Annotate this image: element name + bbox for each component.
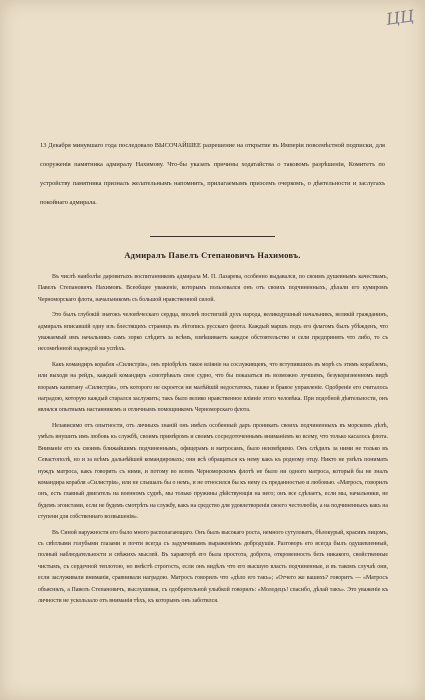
intro-text [40, 136, 385, 212]
body-paragraph: Въ числѣ наиболѣе даровитыхъ воспитанниковъ адмирала М. П. Лазарева, особенно выдавался, по своимъ душевнымъ качествамъ, Павелъ Степановичъ Нахимовъ. Всеобщее уваженіе, которымъ пользовался онъ отъ своихъ подчиненныхъ, дѣлали его кумиромъ Черноморскаго флота, начальникомъ съ большой нравственной силой. [38, 274, 388, 303]
article-heading: Адмиралъ Павелъ Степановичъ Нахимовъ. [124, 251, 301, 260]
body-paragraph: Какъ командиръ корабля «Силистрія», онъ пріобрѣлъ такое вліяніе на сослуживцевъ, что вступившихъ въ морѣ съ этимъ кораблемъ, или выходя на рейдъ, каждый командиръ «смотрѣвалъ свое судно, что бы показаться въ возможно лучшемъ, безукоризненномъ видѣ взорамъ капитану «Силистрія», отъ которого не скроется ни малѣйшій недостатокъ, также и бравое управленіе. Одобреніе его считалось наградою, которую каждый старался заслужить; такъ было велико нравственное вліяніе этого человѣка. При подобной дѣятельности, онъ являлся опытнымъ наставникомъ и отличнымъ помощникомъ Черноморскаго флота. [38, 361, 388, 414]
body-paragraph: Это былъ глубокій знатокъ человѣческаго сердца, вполнѣ постигшій духъ народа, великодушный начальникъ, великій гражданинъ, адмиралъ вписавшій одну изъ блестящихъ страницъ въ лѣтопись русскаго флота. Каждый маршъ подъ его флагомъ былъ убѣжденъ, что уважаемый имъ начальникъ самъ зорко слѣдитъ за всѣмъ, взвѣшиваетъ каждое обстоятельство и сели предпринять что либо, то съ несомнѣнной надеждой на успѣхъ. [38, 312, 388, 353]
article-body [38, 272, 388, 611]
intro-paragraph: 13 Декабря минувшаго года последовало ВЫСОЧАЙШЕЕ разрешение на открытие въ Имперіи повсемѣстной подписки, для сооруженія памятника адмиралу Нахимову. Что-бы указать причины ходатайства о таковомъ разрѣшеніи, Комитетъ по устройству памятника призналъ желательнымъ напомнить, прилагаемымъ приэсемъ очеркомъ, о дѣятельности и заслугахъ покойнаго адмирала. [40, 142, 385, 206]
body-paragraph: Въ Синой наружности его было много располагающаго. Онъ былъ высокаго роста, немного сутуловатъ, бѣлокурый, красивъ лицомъ, съ свѣтлыми голубыми глазами и почти всегда съ задумчивымъ выраженіемъ добродушія. Разговоръ его всегда былъ одушевленный, полный наблюдательности и свѣжихъ мыслей. Въ характерѣ его была простота, доброта, откровенность безъ никакого, свойственные чистымъ, съ сердечной теплотою, но вмѣстѣ строгость, если онъ видѣлъ что его высшую власть подчиненные, и въ такомъ случаѣ они, если заслуживали вниманія, сравнивали наградою. Матросъ говорилъ что «дѣло его такъ»; «Отчего же вашихъ? говоритъ — «Матросъ объяснялъ, а Павелъ Степановичъ, выслушивая, съ одобрительной улыбкой говорилъ: «Молодецъ! спасибо, дѣлай такъ». Это уваженіе къ личности не ускользало отъ вниманія тѣхъ, къ которымъ онъ заботился. [38, 529, 388, 604]
body-paragraph: Независимо отъ опытности, отъ личныхъ знаній онъ имѣлъ особенный даръ проникать своихъ подчиненныхъ въ морскомъ дѣлѣ, умѣлъ внушить имъ любовь къ службѣ, своимъ примѣромъ и своимъ сосредоточеннымъ вниманіемъ ко всему, что только касалось флота. Вниманіе его къ своимъ ближайшимъ подчиненнымъ, офицерамъ и матросамъ, было неизмѣримо. Онъ слѣдилъ за ними не только въ Севастополѣ, но и за всѣмъ дальнѣйшей командировахъ; они всѣ обращаться къ нему какъ къ родному отцу. Никто не умѣлъ понимать нуждъ матроса, какъ говорить съ ними, и потому во всемъ Черноморскомъ флотѣ не было ни одного матроса, который бы не зналъ командира корабля «Силистрія», или не слышалъ бы о немъ, и не относился бы къ нему съ преданностью и любовью. «Матросъ, говорилъ онъ, есть главный двигатель на военномъ суднѣ, мы только пружины дѣйствующія на него; онъ все сдѣлаетъ, если мы, начальники, не будемъ эгоистами, если не будемъ смотрѣть на службу, какъ на средство для удовлетворенія своего честолюбія, а на подчиненныхъ какъ на ступени для собственнаго возвышенія». [38, 422, 388, 521]
margin-note: ЦЦ [384, 6, 416, 29]
separator-rule [150, 236, 275, 237]
